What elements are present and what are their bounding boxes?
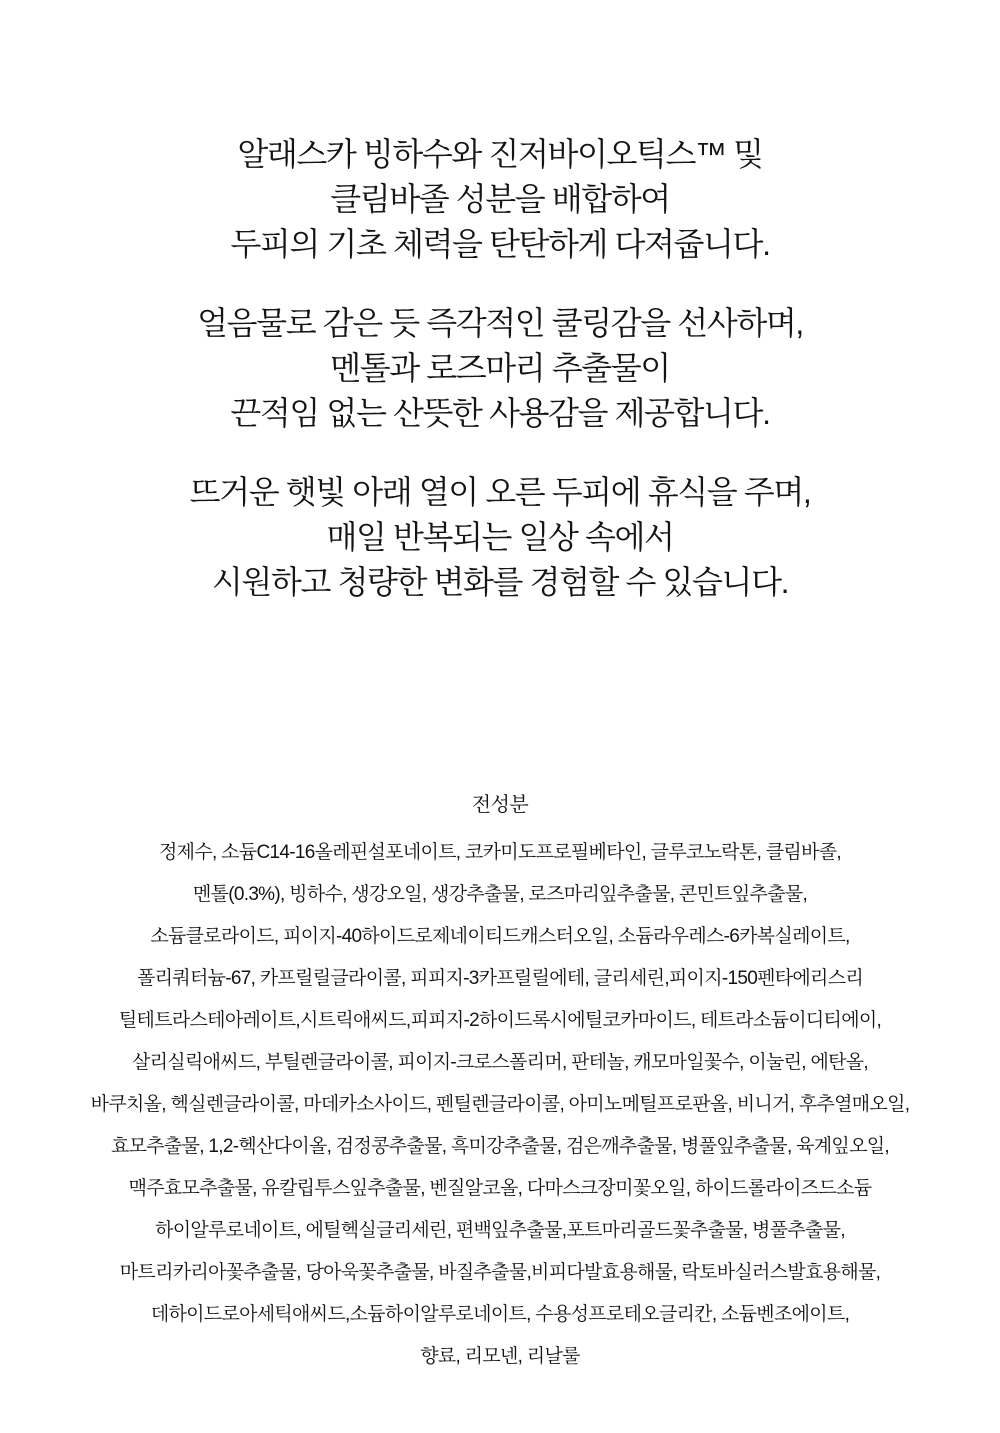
intro-line: 클림바졸 성분을 배합하여 [330, 181, 670, 217]
ingredients-heading: 전성분 [471, 794, 529, 816]
ingredients-line: 효모추출물, 1,2-헥산다이올, 검정콩추출물, 흑미강추출물, 검은깨추출물, 병풀잎추출물, 육계잎오일, [111, 1136, 889, 1157]
intro-line: 얼음물로 감은 듯 즉각적인 쿨링감을 선사하며, [197, 305, 803, 341]
intro-line: 뜨거운 햇빛 아래 열이 오른 두피에 휴식을 주며, [189, 474, 811, 510]
intro-line: 두피의 기초 체력을 탄탄하게 다져줍니다. [230, 226, 770, 262]
ingredients-line: 정제수, 소듐C14-16올레핀설포네이트, 코카미도프로필베타인, 글루코노락톤, 클림바졸, [159, 842, 841, 863]
ingredients-line: 살리실릭애씨드, 부틸렌글라이콜, 피이지-크로스폴리머, 판테놀, 캐모마일꽃수, 이눌린, 에탄올, [131, 1052, 868, 1073]
ingredients-line: 데하이드로아세틱애씨드,소듐하이알루로네이트, 수용성프로테오글리칸, 소듐벤조에이트, [150, 1304, 850, 1325]
intro-section [0, 132, 1000, 639]
ingredients-line: 마트리카리아꽃추출물, 당아욱꽃추출물, 바질추출물,비피다발효용해물, 락토바실러스발효용해물, [119, 1262, 881, 1283]
intro-paragraph [0, 470, 1000, 605]
intro-paragraph [0, 301, 1000, 436]
intro-line: 멘톨과 로즈마리 추출물이 [330, 350, 670, 386]
ingredients-line: 틸테트라스테아레이트,시트릭애씨드,피피지-2하이드록시에틸코카마이드, 테트라소듐이디티에이, [118, 1010, 882, 1031]
ingredients-line: 향료, 리모넨, 리날룰 [420, 1346, 580, 1367]
intro-line: 시원하고 청량한 변화를 경험할 수 있습니다. [211, 564, 789, 600]
intro-line: 매일 반복되는 일상 속에서 [326, 519, 674, 555]
ingredients-line: 하이알루로네이트, 에틸헥실글리세린, 편백잎추출물,포트마리골드꽃추출물, 병풀추출물, [155, 1220, 845, 1241]
ingredients-line: 맥주효모추출물, 유칼립투스잎추출물, 벤질알코올, 다마스크장미꽃오일, 하이드롤라이즈드소듐 [128, 1178, 872, 1199]
intro-line: 끈적임 없는 산뜻한 사용감을 제공합니다. [230, 395, 770, 431]
ingredients-section [0, 784, 1000, 1378]
ingredients-line: 멘톨(0.3%), 빙하수, 생강오일, 생강추출물, 로즈마리잎추출물, 콘민트잎추출물, [192, 884, 808, 905]
intro-line: 알래스카 빙하수와 진저바이오틱스™ 및 [237, 136, 763, 172]
ingredients-line: 폴리쿼터늄-67, 카프릴릴글라이콜, 피피지-3카프릴릴에테, 글리세린,피이지-150펜타에리스리 [136, 968, 864, 989]
ingredients-line: 소듐클로라이드, 피이지-40하이드로제네이티드캐스터오일, 소듐라우레스-6카복실레이트, [150, 926, 850, 947]
intro-paragraph [0, 132, 1000, 267]
ingredients-line: 바쿠치올, 헥실렌글라이콜, 마데카소사이드, 펜틸렌글라이콜, 아미노메틸프로판올, 비니거, 후추열매오일, [90, 1094, 910, 1115]
